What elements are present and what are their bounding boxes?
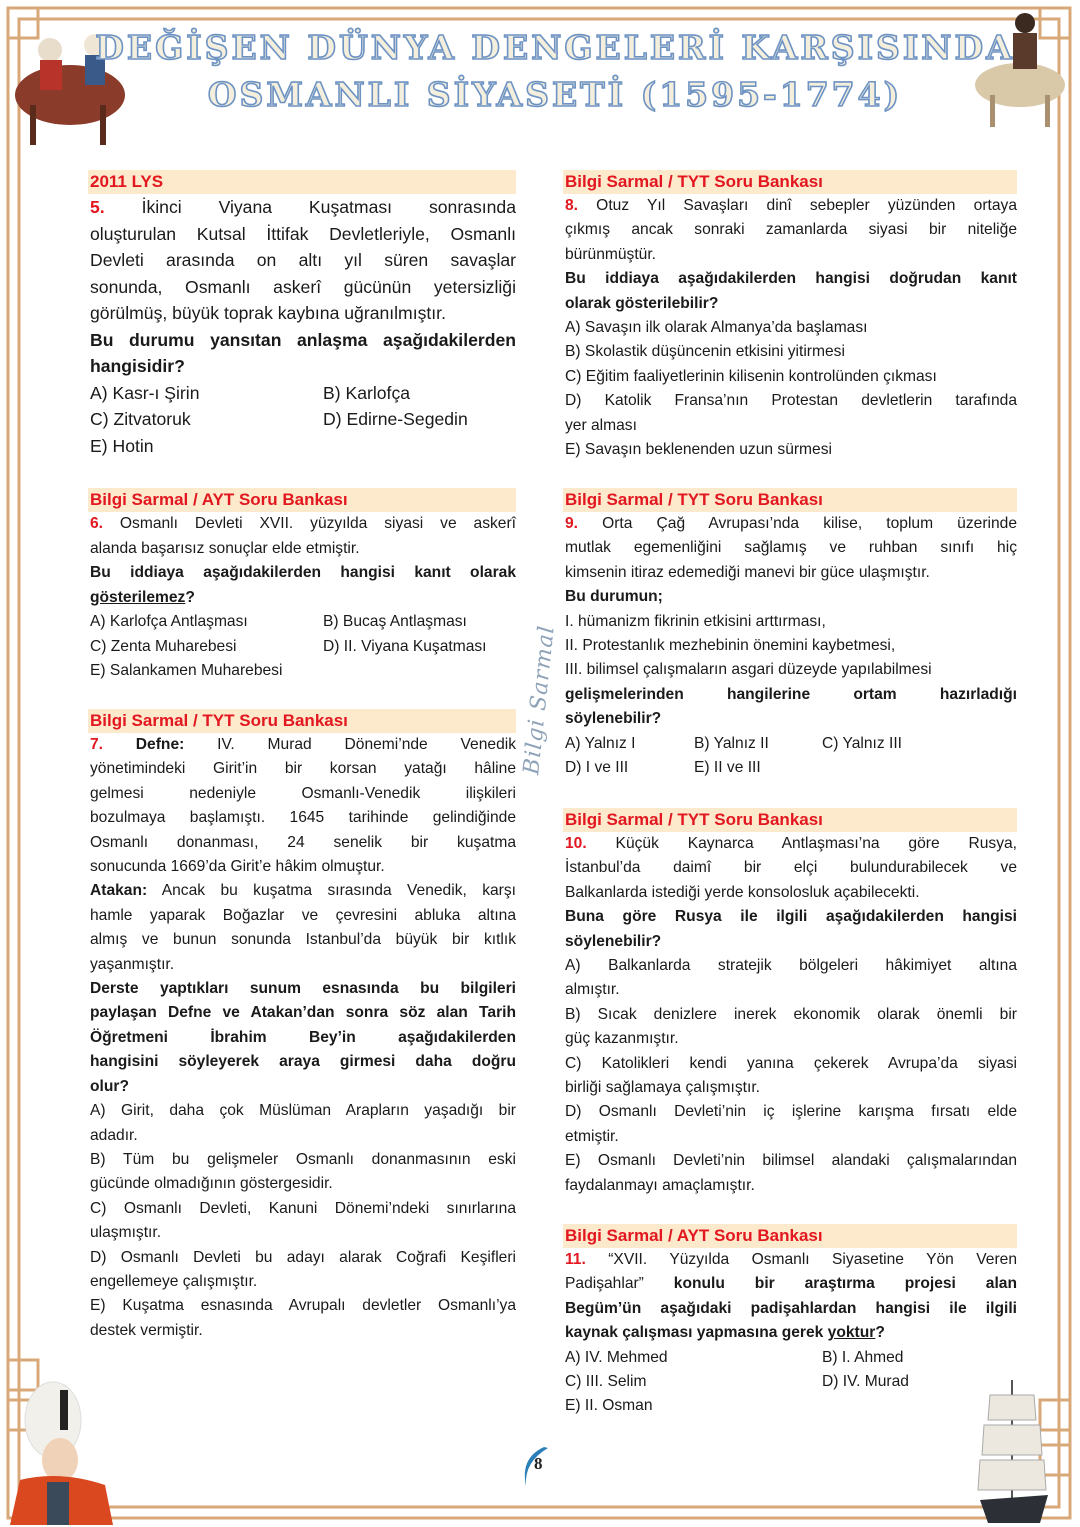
text-segment: konulu bir araştırma projesi alan [673,1275,1017,1293]
question-number: 11. [565,1251,586,1268]
question-paragraph [565,832,1017,905]
question-paragraph [565,1003,1017,1052]
question-paragraph [90,1246,516,1295]
text-line: Buna göre Rusya ile ilgili aşağıdakilerden hangisi [565,908,1017,926]
answer-option-a[interactable]: A) IV. Mehmed [565,1348,668,1366]
question-body [563,194,1017,462]
answer-option-e[interactable]: E) Hotin [90,435,154,456]
text-segment: Orta Çağ Avrupası’nda kilise, toplum üzerinde [578,515,1017,532]
question-9 [563,488,1017,808]
question-prompt [565,267,1017,316]
text-line: Devleti arasında on altı yıl süren savaşlar [90,250,516,270]
text-line: B) Tüm bu gelişmeler Osmanlı donanmasının eski [90,1150,516,1168]
answer-options [90,380,516,460]
text-line: kimsenin itiraz edemediği manevi bir güce ulaşmıştır. [565,563,930,581]
answer-option-c[interactable]: C) Zenta Muharebesi [90,637,237,655]
sultan-portrait-illustration [5,1380,115,1525]
question-paragraph [565,365,1017,389]
question-number: 8. [565,197,579,214]
question-paragraph [90,1294,516,1343]
answer-option-b[interactable]: B) Karlofça [323,382,411,403]
text-segment: Begüm’ün aşağıdaki padişahlardan hangisi ile ilgili [565,1299,1017,1317]
answer-option-a[interactable]: A) Karlofça Antlaşması [90,613,248,630]
text-segment: kaynak çalışması yapmasına gerek [565,1324,828,1342]
answer-option-a[interactable]: A) Kasr-ı Şirin [90,382,200,403]
text-line: alanda başarısız sonuçlar elde etmiştir. [90,539,360,557]
text-line: ulaşmıştır. [90,1224,162,1242]
text-line: hangisini söyleyerek araya girmesi daha doğru [90,1053,516,1071]
text-line: söylenebilir? [565,710,662,728]
question-paragraph [90,1148,516,1197]
text-segment: Küçük Kaynarca Antlaşması’na göre Rusya, [586,835,1017,852]
text-line: adadır. [90,1126,138,1144]
answer-option-b[interactable]: B) I. Ahmed [822,1348,904,1366]
answer-options [565,732,1017,781]
question-paragraph [565,1052,1017,1101]
text-line: hamle yaparak Boğazlar ve çevresini abluka altına [90,906,516,924]
question-10 [563,808,1017,1224]
left-column [88,170,516,1343]
page-title-line1: DEĞİŞEN DÜNYA DENGELERİ KARŞISINDA [95,28,1015,67]
right-column [563,170,1017,1419]
question-paragraph [90,512,516,561]
text-segment: gösterilemez [90,588,186,606]
question-body [563,832,1017,1198]
text-line: Bu durumu yansıtan anlaşma aşağıdakilerden [90,329,516,350]
question-8 [563,170,1017,488]
text-line: gelmesi nedeniyle Osmanlı-Venedik ilişkileri [90,784,516,802]
question-paragraph [565,194,1017,267]
text-line: E) Savaşın beklenenden uzun sürmesi [565,441,832,459]
text-line [565,1248,1017,1272]
question-paragraph [565,389,1017,438]
question-paragraph [90,733,516,879]
text-line: sonucunda 1669’da Girit’e hâkim olmuştur. [90,858,385,876]
text-line: E) Osmanlı Devleti’nin bilimsel alandaki çalışmalarından [565,1152,1017,1170]
text-line: bozulmaya başlamıştı. 1645 tarihinde gelindiğinde [90,809,516,827]
text-line [565,832,1017,856]
text-line: etmiştir. [565,1127,619,1145]
text-line [565,1272,1017,1296]
text-line: İstanbul’da daimî bir elçi bulundurabilecek ve [565,859,1017,877]
answer-options [90,610,516,684]
text-segment: Ancak bu kuşatma sırasında Venedik, karşı [147,882,516,900]
text-segment: Otuz Yıl Savaşları dinî sebepler yüzünden ortaya [578,197,1017,214]
text-line: Balkanlarda istediği yerde konsolosluk açabilecekti. [565,883,920,901]
text-segment: ? [875,1324,885,1342]
answer-option-d[interactable]: D) II. Viyana Kuşatması [323,637,487,655]
answer-option-d[interactable]: D) I ve III [565,759,629,777]
text-line: D) Osmanlı Devleti’nin iç işlerine karışma fırsatı elde [565,1103,1017,1121]
question-paragraph [565,1248,1017,1346]
question-paragraph [565,316,1017,340]
question-source-header: 2011 LYS [88,170,516,194]
text-line: Osmanlı donanması, 24 senelik bir kuşatma [90,833,516,851]
text-line: almış ve bunun sonunda Istanbul’da büyük bir kıtlık [90,931,516,949]
question-7 [88,709,516,1343]
question-source-header: Bilgi Sarmal / AYT Soru Bankası [563,1224,1017,1248]
text-line: engellemeye çalışmıştır. [90,1272,258,1290]
question-paragraph [565,610,1017,634]
question-11 [563,1224,1017,1419]
text-line [565,1321,1017,1345]
question-paragraph [565,954,1017,1003]
text-line: olarak gösterilebilir? [565,294,719,312]
text-line [90,512,516,537]
question-source-header: Bilgi Sarmal / TYT Soru Bankası [563,488,1017,512]
text-line [90,879,516,903]
text-line: C) Osmanlı Devleti, Kanuni Dönemi’ndeki sınırlarına [90,1199,516,1217]
text-line: görülmüş, büyük toprak kaybına uğranılmıştır. [90,303,446,323]
text-line: paylaşan Defne ve Atakan’dan sonra söz alan Tarih [90,1004,516,1022]
text-line: A) Savaşın ilk olarak Almanya’da başlaması [565,319,868,337]
text-line: C) Eğitim faaliyetlerinin kilisenin kontrolünden çıkması [565,367,937,385]
text-segment: İkinci Viyana Kuşatması sonrasında [104,197,516,217]
question-source-header: Bilgi Sarmal / TYT Soru Bankası [563,170,1017,194]
question-source-header: Bilgi Sarmal / TYT Soru Bankası [563,808,1017,832]
text-line: B) Skolastik düşüncenin etkisini yitirmesi [565,343,845,361]
answer-option-c[interactable]: C) III. Selim [565,1373,647,1391]
question-paragraph [90,879,516,977]
question-prompt [565,585,1017,609]
question-paragraph [565,634,1017,658]
question-prompt [90,561,516,610]
text-line: yaşanmıştır. [90,955,175,973]
text-line: bürünmüştür. [565,245,657,263]
text-line: sonunda, Osmanlı askerî gücünün yetersizliği [90,276,516,297]
text-segment: Osmanlı Devleti XVII. yüzyılda siyasi ve askerî [103,515,516,532]
question-number: 6. [90,515,104,532]
text-line: olur? [90,1077,129,1095]
text-line: III. bilimsel çalışmaların asgari düzeyde yapılabilmesi [565,661,932,679]
question-number: 9. [565,515,579,532]
question-number: 10. [565,835,587,852]
text-line: yer alması [565,416,637,434]
page-number [516,1444,566,1488]
text-segment: IV. Murad Dönemi’nde Venedik [184,736,516,753]
text-line: destek vermiştir. [90,1321,203,1339]
text-line: D) Osmanlı Devleti bu adayı alarak Coğrafi Keşifleri [90,1248,516,1266]
text-line: Derste yaptıkları sunum esnasında bu bilgileri [90,980,516,998]
answer-option-c[interactable]: C) Yalnız III [822,734,903,752]
text-line: II. Protestanlık mezhebinin önemini kaybetmesi, [565,637,896,655]
text-line: söylenebilir? [565,932,662,950]
text-line: yönetimindeki Girit’in bir korsan yatağı hâline [90,760,516,778]
question-paragraph [565,340,1017,364]
text-line: Bu durumun; [565,588,663,606]
text-segment: Defne: [103,736,185,753]
answer-options [565,1346,1017,1419]
page-title-line2: OSMANLI SİYASETİ (1595-1774) [207,75,903,114]
text-segment: “XVII. Yüzyılda Osmanlı Siyasetine Yön Veren [585,1251,1017,1268]
text-line: Bu iddiaya aşağıdakilerden hangisi doğrudan kanıt [565,270,1017,288]
question-body [563,1248,1017,1419]
question-prompt [565,683,1017,732]
text-line: E) Kuşatma esnasında Avrupalı devletler Osmanlı’ya [90,1297,516,1315]
text-line: D) Katolik Fransa’nın Protestan devletlerin tarafında [565,392,1017,410]
question-body [563,512,1017,780]
answer-option-a[interactable]: A) Yalnız I [565,734,636,752]
answer-option-e[interactable]: E) II ve III [694,759,761,777]
question-paragraph [90,1099,516,1148]
answer-option-e[interactable]: E) Salankamen Muharebesi [90,662,283,679]
text-line [90,586,516,611]
text-line: birliği sağlamaya çalışmıştır. [565,1079,760,1097]
question-number: 5. [90,197,105,217]
text-line: A) Girit, daha çok Müslüman Arapların yaşadığı bir [90,1102,516,1120]
text-segment: Atakan: [90,882,148,900]
answer-option-b[interactable]: B) Yalnız II [694,734,769,752]
answer-option-c[interactable]: C) Zitvatoruk [90,409,191,429]
watermark-text: Bilgi Sarmal [519,624,560,776]
question-body [88,733,516,1343]
text-line: gücünde olmadığının göstergesidir. [90,1175,333,1193]
question-source-header: Bilgi Sarmal / AYT Soru Bankası [88,488,516,512]
text-line [565,512,1017,536]
text-line: oluşturulan Kutsal İttifak Devletleriyle, Osmanlı [90,223,516,244]
text-line: I. hümanizm fikrinin etkisini arttırması, [565,612,826,630]
text-line: mutlak egemenliğini sağlamış ve ruhban sınıfı hiç [565,539,1017,557]
text-line: hangisidir? [90,356,185,376]
question-number: 7. [90,736,104,753]
answer-option-b[interactable]: B) Bucaş Antlaşması [323,613,467,630]
question-paragraph [565,1100,1017,1149]
question-paragraph [565,658,1017,682]
question-paragraph [90,1197,516,1246]
text-line: çıkmış ancak sonraki zamanlarda siyasi bir niteliğe [565,221,1017,239]
text-line: faydalanmayı amaçlamıştır. [565,1176,755,1194]
text-line: Bu iddiaya aşağıdakilerden hangisi kanıt olarak [90,564,516,581]
text-line: güç kazanmıştır. [565,1030,679,1048]
question-paragraph [90,194,516,327]
page-number-text: 8 [534,1454,543,1473]
question-prompt [90,977,516,1099]
answer-option-d[interactable]: D) IV. Murad [822,1373,909,1391]
text-segment: ? [185,588,195,606]
answer-option-d[interactable]: D) Edirne-Segedin [323,409,468,429]
question-paragraph [565,1149,1017,1198]
question-prompt [90,327,516,380]
text-line: A) Balkanlarda stratejik bölgeleri hâkimiyet altına [565,957,1017,975]
question-paragraph [565,512,1017,585]
text-line: Öğretmeni İbrahim Bey’in aşağıdakilerden [90,1028,516,1046]
question-body [88,512,516,684]
question-5 [88,170,516,488]
text-line [565,1297,1017,1321]
text-segment: Padişahlar” [565,1275,674,1293]
text-line [565,194,1017,218]
text-segment: yoktur [827,1324,876,1342]
question-source-header: Bilgi Sarmal / TYT Soru Bankası [88,709,516,733]
question-prompt [565,905,1017,954]
text-line: almıştır. [565,981,620,999]
question-body [88,194,516,459]
question-6 [88,488,516,709]
text-line [90,733,516,757]
text-line: B) Sıcak denizlere inerek ekonomik olarak önemli bir [565,1005,1017,1023]
question-paragraph [565,438,1017,462]
text-line [90,194,516,221]
answer-option-e[interactable]: E) II. Osman [565,1397,653,1415]
text-line: C) Katolikleri kendi yanına çekerek Avrupa’da siyasi [565,1054,1017,1072]
text-line: gelişmelerinden hangilerine ortam hazırladığı [565,685,1017,703]
